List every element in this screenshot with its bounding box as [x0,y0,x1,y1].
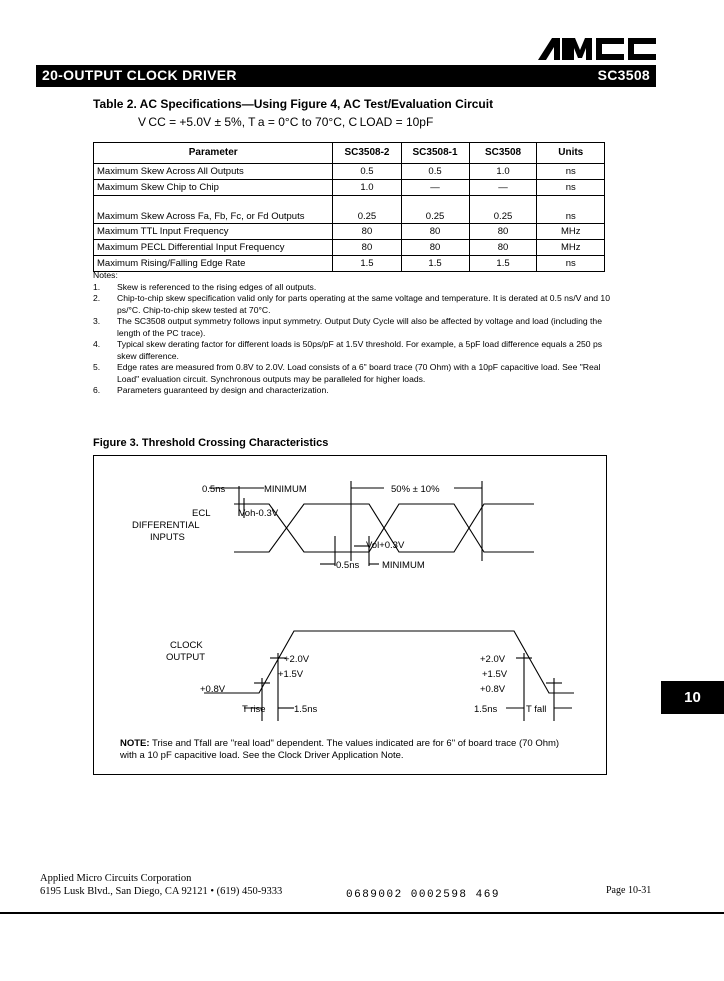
note-item [93,339,613,362]
note-number: 1. [93,281,101,292]
table-row [94,240,605,256]
timing-diagram [94,456,606,774]
label-vol: Vol+0.3V [366,540,405,551]
col-header: SC3508-1 [401,143,469,164]
label-15ns-left: 1.5ns [294,704,318,715]
col-header: SC3508-2 [333,143,401,164]
label-output: OUTPUT [166,652,206,663]
ac-spec-table [93,142,605,272]
logo-text: AMCC [538,56,541,57]
part-number: SC3508 [597,67,650,83]
label-pct: 50% ± 10% [391,484,440,495]
label-v20-right: +2.0V [480,654,506,665]
cell: ns [537,196,605,224]
table-row [94,196,605,224]
label-trise: T rise [242,704,266,715]
note-item [93,362,613,385]
note-text: Typical skew derating factor for different loads is 50ps/pF at 1.5V threshold. For example, a 5pF load difference equals a 250 ps skew difference. [117,339,603,361]
note-number: 5. [93,362,101,372]
cell: 0.5 [333,164,401,180]
figure-note: Trise and Tfall are "real load" dependent. The values indicated are for 6" of board trace (70 Ohm) with a 10 pF capacitive load. See the Clock Driver Application Note. [120,738,560,761]
note-number: 2. [93,293,101,303]
note-text: The SC3508 output symmetry follows input symmetry. Output Duty Cycle will also be affected by voltage and load (including the length of the PC trace). [117,316,602,338]
cell: Maximum Skew Across Fa, Fb, Fc, or Fd Outputs [94,196,333,224]
cell: 0.25 [401,196,469,224]
note-item [93,385,613,397]
note-item [93,282,613,294]
cell: 0.25 [469,196,537,224]
cell: 80 [469,224,537,240]
label-minimum-top: MINIMUM [264,484,307,495]
cell: 80 [401,224,469,240]
table-header-row [94,143,605,164]
label-v15-right: +1.5V [482,669,508,680]
note-text: Skew is referenced to the rising edges of all outputs. [117,281,317,292]
label-v08-left: +0.8V [200,684,226,695]
notes-heading: Notes: [93,270,118,280]
label-ecl: ECL [192,508,211,519]
col-header: Parameter [94,143,333,164]
cell: Maximum Skew Chip to Chip [94,180,333,196]
cell: Maximum TTL Input Frequency [94,224,333,240]
label-voh: Voh-0.3V [239,508,279,519]
col-header: SC3508 [469,143,537,164]
note-number: 4. [93,339,101,349]
footer-address [40,872,282,898]
table-row [94,180,605,196]
cell: 80 [469,240,537,256]
label-tfall: T fall [526,704,547,715]
page-number: Page 10-31 [606,885,652,896]
label-clock: CLOCK [170,640,203,651]
cell: 80 [401,240,469,256]
note-text: Parameters guaranteed by design and characterization. [117,385,329,395]
cell: ns [537,256,605,272]
cell: MHz [537,224,605,240]
cell: 0.5 [401,164,469,180]
cell: ns [537,164,605,180]
label-minimum-bot: MINIMUM [382,560,425,571]
cell: 1.0 [469,164,537,180]
section-tab: 10 [661,681,724,714]
header-bar [36,65,656,87]
note-number: 3. [93,316,101,326]
label-15ns-right: 1.5ns [474,704,498,715]
label-05ns-bot: 0.5ns [336,560,360,571]
barcode-text: 0689002 0002598 469 [346,889,500,901]
label-v08-right: +0.8V [480,684,506,695]
figure-box [93,455,607,775]
note-item [93,293,613,316]
label-inputs: INPUTS [150,532,185,543]
amcc-logo [538,38,658,60]
label-differential: DIFFERENTIAL [132,520,200,531]
cell: — [401,180,469,196]
cell: Maximum PECL Differential Input Frequency [94,240,333,256]
cell: 80 [333,240,401,256]
cell: 1.5 [333,256,401,272]
label-05ns-top: 0.5ns [202,484,226,495]
figure-title: Figure 3. Threshold Crossing Characteristics [93,437,329,449]
col-header: Units [537,143,605,164]
note-text: Edge rates are measured from 0.8V to 2.0V. Load consists of a 6" board trace (70 Ohm) with a 10pF capacitive load. See "Real Load" evaluation circuit. Synchronous outputs may be paralleled for higher loads. [117,362,601,384]
cell: ns [537,180,605,196]
cell: 1.0 [333,180,401,196]
note-number: 6. [93,385,101,395]
cell: 1.5 [401,256,469,272]
company-name: Applied Micro Circuits Corporation [40,873,192,884]
doc-title: 20-OUTPUT CLOCK DRIVER [42,67,237,83]
footer-rule [0,910,724,922]
table-row [94,224,605,240]
table-title: Table 2. AC Specifications—Using Figure 4, AC Test/Evaluation Circuit [93,97,494,111]
table-conditions: V CC = +5.0V ± 5%, T a = 0°C to 70°C, C LOAD = 10pF [138,115,434,129]
note-label: NOTE: [120,738,150,749]
cell: Maximum Rising/Falling Edge Rate [94,256,333,272]
label-v15-left: +1.5V [278,669,304,680]
cell: MHz [537,240,605,256]
note-text: Chip-to-chip skew specification valid only for parts operating at the same voltage and temperature. It is derated at 0.5 ns/V and 10 ps/°C. Chip-to-chip skew tested at 70°C. [117,293,610,315]
cell: Maximum Skew Across All Outputs [94,164,333,180]
clock-waveform [204,631,574,693]
note-item [93,316,613,339]
cell: — [469,180,537,196]
table-row [94,164,605,180]
cell: 1.5 [469,256,537,272]
address-line: 6195 Lusk Blvd., San Diego, CA 92121 • (619) 450-9333 [40,886,283,897]
cell: 80 [333,224,401,240]
label-v20-left: +2.0V [284,654,310,665]
notes [93,270,613,397]
cell: 0.25 [333,196,401,224]
